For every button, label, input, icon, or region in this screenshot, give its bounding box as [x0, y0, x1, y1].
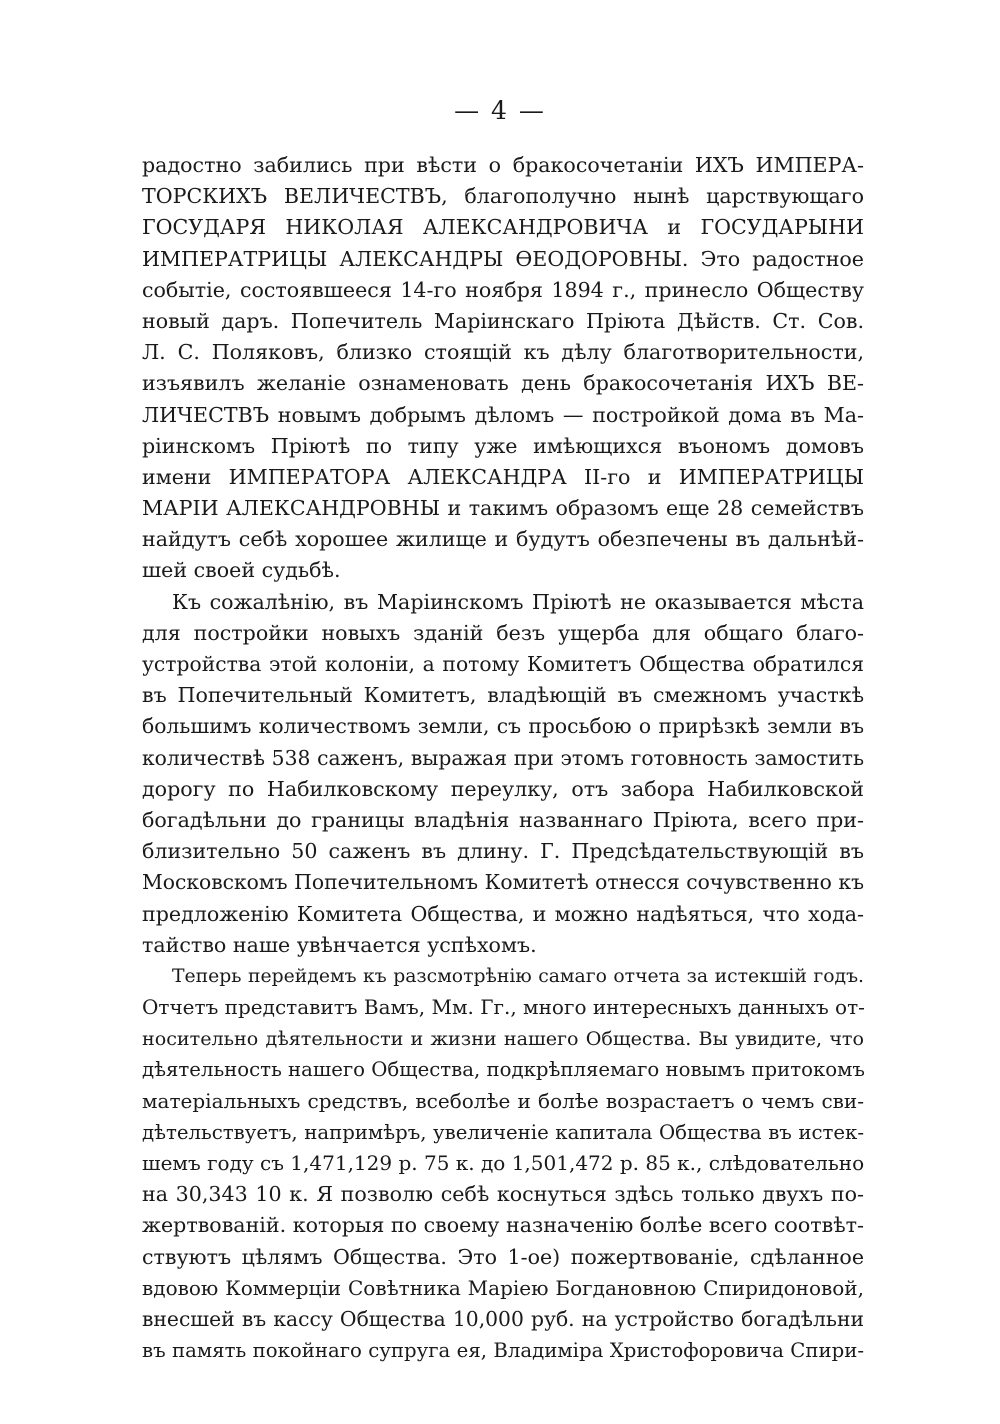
text-line: Къ сожалѣнію, въ Маріинскомъ Пріютѣ не оказывается мѣста — [172, 589, 864, 614]
text-line: имени ИМПЕРАТОРА АЛЕКСАНДРА II-го и ИМПЕРАТРИЦЫ — [142, 464, 864, 489]
body-text — [142, 150, 864, 1366]
text-line: дѣятельность нашего Общества, подкрѣпляемаго новымъ притокомъ — [142, 1058, 865, 1082]
text-line: ТОРСКИХЪ ВЕЛИЧЕСТВЪ, благополучно нынѣ царствующаго — [142, 184, 864, 209]
text-line: дорогу по Набилковскому переулку, отъ забора Набилковской — [142, 776, 864, 801]
text-line: на 30,343 10 к. Я позволю себѣ коснуться здѣсь только двухъ по- — [142, 1182, 864, 1207]
text-line: шей своей судьбѣ. — [142, 558, 341, 583]
text-line: носительно дѣятельности и жизни нашего Общества. Вы увидите, что — [142, 1027, 864, 1051]
page-number: — 4 — — [454, 96, 546, 125]
text-line: въ память покойнаго супруга ея, Владиміра Христофоровича Спири- — [142, 1339, 864, 1363]
text-line: МАРІИ АЛЕКСАНДРОВНЫ и такимъ образомъ еще 28 семействъ — [142, 496, 864, 521]
text-line: матеріальныхъ средствъ, всеболѣе и болѣе возрастаетъ о чемъ сви- — [142, 1088, 864, 1113]
text-line: дѣтельствуетъ, напримѣръ, увеличеніе капитала Общества въ истек- — [142, 1120, 864, 1144]
text-line: ГОСУДАРЯ НИКОЛАЯ АЛЕКСАНДРОВИЧА и ГОСУДАРЫНИ — [142, 215, 864, 240]
text-line: большимъ количествомъ земли, съ просьбою о прирѣзкѣ земли въ — [142, 714, 864, 739]
text-line: для постройки новыхъ зданій безъ ущерба для общаго благо- — [142, 620, 864, 645]
text-line: вдовою Коммерціи Совѣтника Маріею Богдановною Спиридоновой, — [142, 1275, 864, 1300]
text-line: тайство наше увѣнчается успѣхомъ. — [142, 932, 537, 957]
text-line: ИМПЕРАТРИЦЫ АЛЕКСАНДРЫ ѲЕОДОРОВНЫ. Это радостное — [142, 246, 864, 271]
text-line: Московскомъ Попечительномъ Комитетѣ отнесся сочувственно къ — [142, 870, 864, 895]
text-line: жертвованій. которыя по своему назначенію болѣе всего соотвѣт- — [142, 1213, 864, 1238]
text-line: количествѣ 538 саженъ, выражая при этомъ готовность замостить — [142, 745, 864, 770]
text-line: шемъ году съ 1,471,129 р. 75 к. до 1,501,472 р. 85 к., слѣдовательно — [142, 1151, 865, 1175]
text-line: близительно 50 саженъ въ длину. Г. Предсѣдательствующій въ — [142, 839, 864, 864]
text-line: ствуютъ цѣлямъ Общества. Это 1-ое) пожертвованіе, сдѣланное — [142, 1244, 864, 1269]
text-line: ріинскомъ Пріютѣ по типу уже имѣющихся въономъ домовъ — [142, 433, 864, 458]
text-line: новый даръ. Попечитель Маріинскаго Пріюта Дѣйств. Ст. Сов. — [142, 308, 864, 333]
text-line: богадѣльни до границы владѣнія названнаго Пріюта, всего при- — [142, 807, 864, 832]
text-line: Л. С. Поляковъ, близко стоящій къ дѣлу благотворительности, — [142, 340, 864, 365]
text-line: найдутъ себѣ хорошее жилище и будутъ обезпечены въ дальнѣй- — [142, 527, 864, 552]
text-line: изъявилъ желаніе ознаменовать день бракосочетанія ИХЪ ВЕ- — [142, 371, 864, 396]
text-line: устройства этой колоніи, а потому Комитетъ Общества обратился — [142, 652, 864, 676]
text-line: радостно забились при вѣсти о бракосочетаніи ИХЪ ИМПЕРА- — [142, 153, 864, 177]
text-line: Отчетъ представитъ Вамъ, Мм. Гг., много интересныхъ данныхъ от- — [142, 995, 865, 1020]
text-line: внесшей въ кассу Общества 10,000 руб. на устройство богадѣльни — [142, 1306, 864, 1331]
text-line: событіе, состоявшееся 14-го ноября 1894 г., принесло Обществу — [142, 277, 864, 302]
text-line: ЛИЧЕСТВЪ новымъ добрымъ дѣломъ — постройкой дома въ Ма- — [142, 402, 864, 427]
text-line: Теперь перейдемъ къ разсмотрѣнію самаго отчета за истекшій годъ. — [172, 965, 864, 987]
text-line: въ Попечительный Комитетъ, владѣющій въ смежномъ участкѣ — [142, 683, 864, 708]
text-line: предложенію Комитета Общества, и можно надѣяться, что хода- — [142, 901, 864, 926]
